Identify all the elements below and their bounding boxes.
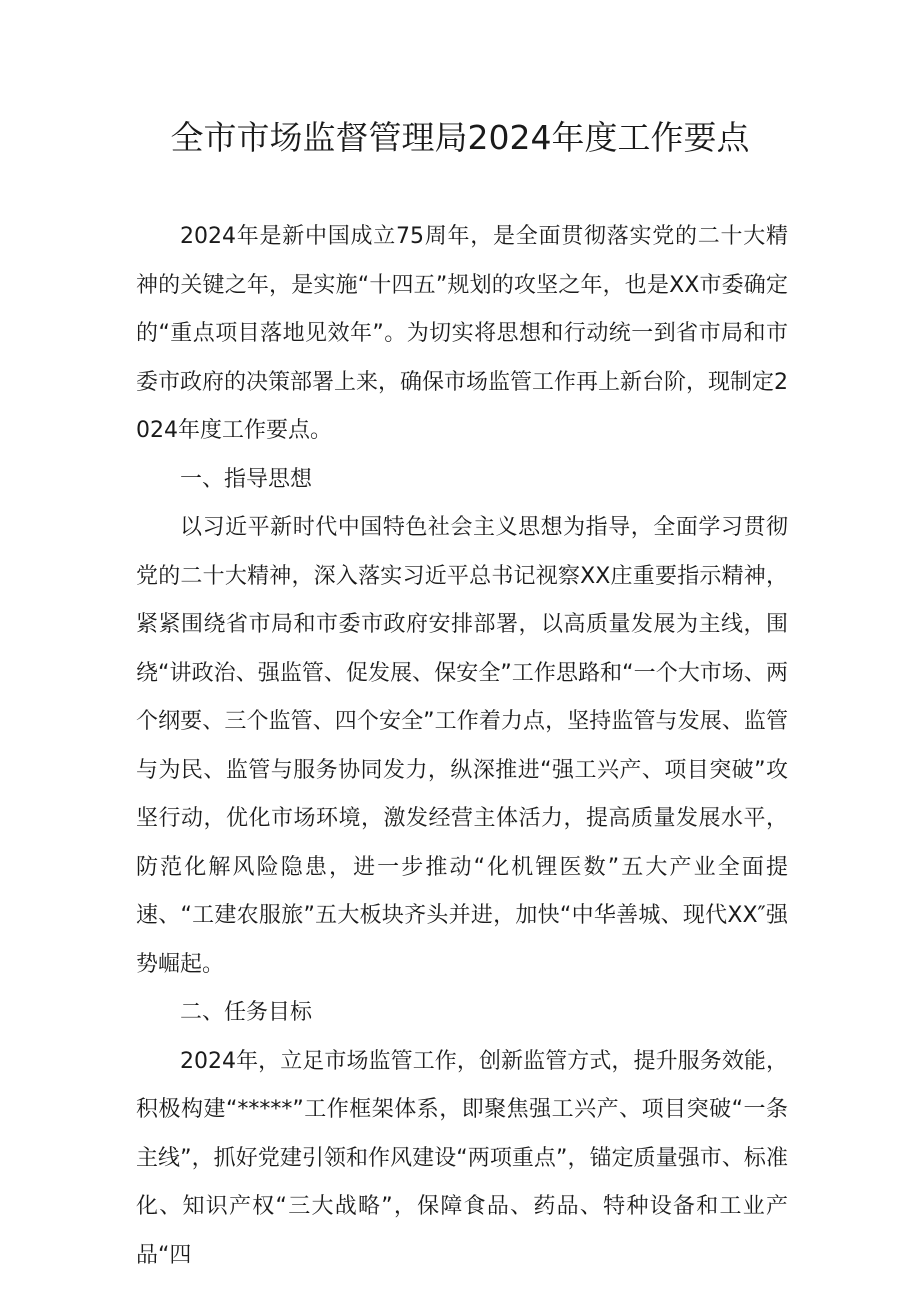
paragraph-intro: 2024年是新中国成立75周年，是全面贯彻落实党的二十大精神的关键之年，是实施“十四五”规划的攻坚之年，也是XX市委确定的“重点项目落地见效年”。为切实将思想和行动统一到省市局和市委市政府的决策部署上来，确保市场监管工作再上新台阶，现制定2024年度工作要点。 — [136, 224, 788, 443]
document-title: 全市市场监督管理局2024年度工作要点 — [170, 118, 750, 157]
section-heading-guiding-ideology: 一、指导思想 — [180, 466, 313, 492]
paragraph-task-goals: 2024年，立足市场监管工作，创新监管方式，提升服务效能，积极构建“*****”工作框架体系，即聚焦强工兴产、项目突破“一条主线”，抓好党建引领和作风建设“两项重点”，锚定质量强市、标准化、知识产权“三大战略”，保障食品、药品、特种设备和工业产品“四 — [136, 1048, 788, 1268]
paragraph-guiding-ideology: 以习近平新时代中国特色社会主义思想为指导，全面学习贯彻党的二十大精神，深入落实习近平总书记视察XX庄重要指示精神，紧紧围绕省市局和市委市政府安排部署，以高质量发展为主线，围绕“讲政治、强监管、促发展、保安全”工作思路和“一个大市场、两个纲要、三个监管、四个安全”工作着力点，坚持监管与发展、监管与为民、监管与服务协同发力，纵深推进“强工兴产、项目突破”攻坚行动，优化市场环境，激发经营主体活力，提高质量发展水平，防范化解风险隐患，进一步推动“化机锂医数”五大产业全面提速、“工建农服旅”五大板块齐头并进，加快“中华善城、现代XX″强势崛起。 — [136, 515, 788, 977]
section-heading-task-goals: 二、任务目标 — [180, 1000, 313, 1025]
document-body — [136, 213, 788, 1280]
